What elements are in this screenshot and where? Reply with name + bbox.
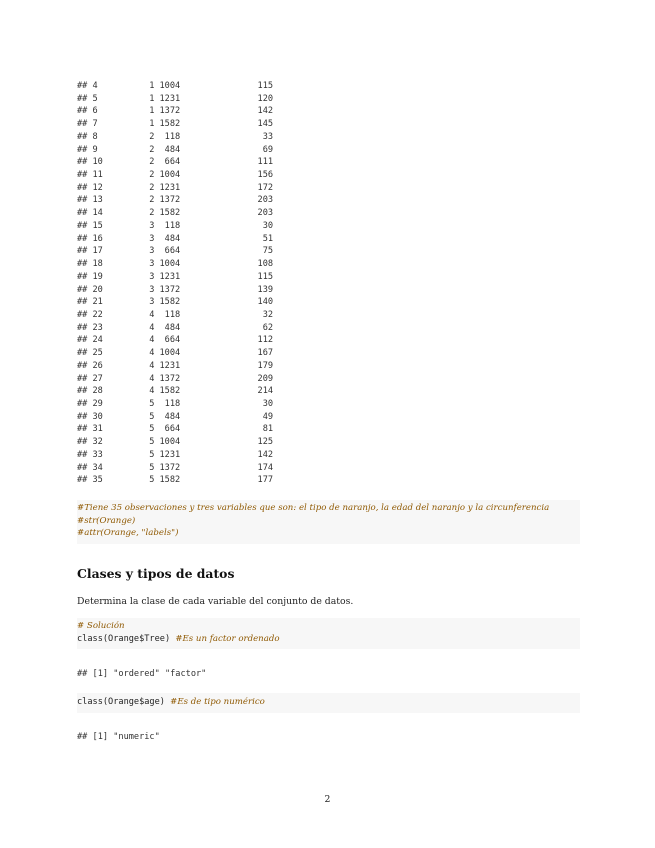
tree-value: 3 <box>149 259 155 270</box>
tree-value: 1 <box>149 81 155 91</box>
r-output-table <box>77 80 273 487</box>
row-index: 18 <box>92 259 103 270</box>
tree-value: 2 <box>149 131 155 142</box>
circumference-value: 112 <box>257 335 274 346</box>
row-index: 25 <box>92 348 103 359</box>
circumference-value: 81 <box>262 424 274 435</box>
row-index: 30 <box>92 411 103 422</box>
tree-value: 2 <box>149 208 155 219</box>
row-index: 17 <box>92 246 103 257</box>
row-prefix: ## <box>77 170 88 181</box>
code-text: class(Orange$age) <box>77 697 171 707</box>
circumference-value: 108 <box>257 259 274 270</box>
tree-value: 4 <box>149 386 155 397</box>
tree-value: 5 <box>149 411 155 422</box>
row-index: 21 <box>92 297 103 308</box>
row-prefix: ## <box>77 322 88 333</box>
age-value: 1582 <box>159 297 181 308</box>
table-row <box>77 93 273 106</box>
row-prefix: ## <box>77 297 88 308</box>
table-row <box>77 233 273 246</box>
tree-value: 3 <box>149 220 155 231</box>
table-row <box>77 144 273 157</box>
tree-value: 5 <box>149 437 155 448</box>
table-row <box>77 462 273 475</box>
age-value: 1372 <box>159 462 181 473</box>
table-row <box>77 309 273 322</box>
code-line <box>77 696 580 709</box>
row-prefix: ## <box>77 233 88 244</box>
table-row <box>77 360 273 373</box>
tree-value: 5 <box>149 462 155 473</box>
table-row <box>77 322 273 335</box>
age-value: 1582 <box>159 386 181 397</box>
output-tree-class: ## [1] "ordered" "factor" <box>77 669 207 679</box>
tree-value: 2 <box>149 170 155 181</box>
comment-line: #attr(Orange, "labels") <box>77 528 179 538</box>
age-value: 1372 <box>159 373 181 384</box>
table-row <box>77 284 273 297</box>
row-index: 24 <box>92 335 103 346</box>
age-value: 1372 <box>159 195 181 206</box>
row-prefix: ## <box>77 360 88 371</box>
row-prefix: ## <box>77 195 88 206</box>
row-index: 33 <box>92 449 103 460</box>
age-value: 1004 <box>159 437 181 448</box>
table-row <box>77 245 273 258</box>
circumference-value: 203 <box>257 208 274 219</box>
table-row <box>77 347 273 360</box>
circumference-value: 120 <box>257 93 274 104</box>
row-index: 14 <box>92 208 103 219</box>
row-prefix: ## <box>77 386 88 397</box>
row-prefix: ## <box>77 208 88 219</box>
row-index: 11 <box>92 170 103 181</box>
age-value: 1004 <box>159 81 181 91</box>
comment-line: #Tiene 35 observaciones y tres variables que son: el tipo de naranjo, la edad del naranjo y la circunferencia <box>77 503 550 513</box>
tree-value: 3 <box>149 271 155 282</box>
row-index: 12 <box>92 182 103 193</box>
row-index: 8 <box>92 131 98 142</box>
table-row <box>77 207 273 220</box>
tree-value: 1 <box>149 93 155 104</box>
row-index: 27 <box>92 373 103 384</box>
row-prefix: ## <box>77 119 88 130</box>
tree-value: 2 <box>149 195 155 206</box>
table-row <box>77 220 273 233</box>
table-row <box>77 118 273 131</box>
row-prefix: ## <box>77 220 88 231</box>
row-prefix: ## <box>77 271 88 282</box>
circumference-value: 139 <box>257 284 274 295</box>
code-comment: # Solución <box>77 621 125 631</box>
tree-value: 1 <box>149 119 155 130</box>
inline-comment: #Es de tipo numérico <box>170 697 265 707</box>
tree-value: 5 <box>149 424 155 435</box>
age-value: 1582 <box>159 208 181 219</box>
row-prefix: ## <box>77 144 88 155</box>
row-prefix: ## <box>77 284 88 295</box>
age-value: 1372 <box>159 106 181 117</box>
tree-value: 1 <box>149 106 155 117</box>
row-index: 5 <box>92 93 98 104</box>
circumference-value: 179 <box>257 360 274 371</box>
table-row <box>77 423 273 436</box>
comment-line: #str(Orange) <box>77 515 136 526</box>
circumference-value: 167 <box>257 348 274 359</box>
tree-value: 4 <box>149 360 155 371</box>
row-index: 34 <box>92 462 103 473</box>
table-row <box>77 373 273 386</box>
row-prefix: ## <box>77 131 88 142</box>
output-age-class: ## [1] "numeric" <box>77 732 160 742</box>
row-index: 9 <box>92 144 98 155</box>
age-value: 484 <box>164 411 181 422</box>
table-row <box>77 105 273 118</box>
circumference-value: 145 <box>257 119 274 130</box>
row-prefix: ## <box>77 106 88 117</box>
table-row <box>77 258 273 271</box>
circumference-value: 115 <box>257 81 274 91</box>
row-prefix: ## <box>77 424 88 435</box>
age-value: 484 <box>164 233 181 244</box>
row-prefix: ## <box>77 475 88 486</box>
circumference-value: 140 <box>257 297 274 308</box>
row-index: 19 <box>92 271 103 282</box>
circumference-value: 214 <box>257 386 274 397</box>
row-prefix: ## <box>77 246 88 257</box>
age-value: 484 <box>164 322 181 333</box>
circumference-value: 203 <box>257 195 274 206</box>
row-index: 6 <box>92 106 98 117</box>
tree-value: 4 <box>149 335 155 346</box>
table-row <box>77 194 273 207</box>
circumference-value: 172 <box>257 182 274 193</box>
circumference-value: 51 <box>262 233 274 244</box>
circumference-value: 30 <box>262 220 274 231</box>
row-prefix: ## <box>77 93 88 104</box>
row-index: 22 <box>92 309 103 320</box>
inline-comment: #Es un factor ordenado <box>175 633 280 644</box>
age-value: 1231 <box>159 182 181 193</box>
page-number: 2 <box>324 794 331 805</box>
age-value: 118 <box>164 398 181 409</box>
circumference-value: 32 <box>262 309 274 320</box>
row-index: 35 <box>92 475 103 486</box>
row-index: 16 <box>92 233 103 244</box>
age-value: 1004 <box>159 348 181 359</box>
table-row <box>77 411 273 424</box>
table-row <box>77 385 273 398</box>
tree-value: 2 <box>149 157 155 168</box>
age-value: 1372 <box>159 284 181 295</box>
row-prefix: ## <box>77 373 88 384</box>
row-index: 32 <box>92 437 103 448</box>
row-index: 23 <box>92 322 103 333</box>
age-value: 1231 <box>159 360 181 371</box>
table-row <box>77 474 273 487</box>
row-prefix: ## <box>77 259 88 270</box>
tree-value: 3 <box>149 233 155 244</box>
row-prefix: ## <box>77 462 88 473</box>
table-row <box>77 156 273 169</box>
circumference-value: 125 <box>257 437 274 448</box>
row-prefix: ## <box>77 398 88 409</box>
row-index: 4 <box>92 81 98 91</box>
table-row <box>77 436 273 449</box>
age-value: 664 <box>164 157 181 168</box>
circumference-value: 111 <box>257 157 274 168</box>
circumference-value: 115 <box>257 271 274 282</box>
age-value: 664 <box>164 246 181 257</box>
table-row <box>77 296 273 309</box>
code-block-age-class <box>77 693 580 713</box>
tree-value: 4 <box>149 322 155 333</box>
tree-value: 5 <box>149 449 155 460</box>
circumference-value: 174 <box>257 462 274 473</box>
row-index: 28 <box>92 386 103 397</box>
age-value: 1231 <box>159 93 181 104</box>
circumference-value: 49 <box>262 411 274 422</box>
row-index: 15 <box>92 220 103 231</box>
row-index: 13 <box>92 195 103 206</box>
circumference-value: 62 <box>262 322 274 333</box>
circumference-value: 142 <box>257 449 274 460</box>
table-row <box>77 398 273 411</box>
circumference-value: 156 <box>257 170 274 181</box>
table-row <box>77 271 273 284</box>
tree-value: 5 <box>149 475 155 486</box>
row-prefix: ## <box>77 348 88 359</box>
age-value: 664 <box>164 335 181 346</box>
circumference-value: 30 <box>262 398 274 409</box>
row-index: 26 <box>92 360 103 371</box>
table-row <box>77 169 273 182</box>
circumference-value: 177 <box>257 475 274 486</box>
section-heading: Clases y tipos de datos <box>77 566 235 581</box>
age-value: 484 <box>164 144 181 155</box>
row-prefix: ## <box>77 309 88 320</box>
age-value: 664 <box>164 424 181 435</box>
code-text: class(Orange$Tree) <box>77 633 176 644</box>
row-prefix: ## <box>77 411 88 422</box>
age-value: 1231 <box>159 449 181 460</box>
table-row <box>77 449 273 462</box>
tree-value: 3 <box>149 284 155 295</box>
age-value: 1004 <box>159 259 181 270</box>
tree-value: 2 <box>149 182 155 193</box>
tree-value: 3 <box>149 297 155 308</box>
age-value: 118 <box>164 131 181 142</box>
age-value: 1582 <box>159 475 181 486</box>
circumference-value: 33 <box>262 131 274 142</box>
table-row <box>77 131 273 144</box>
tree-value: 4 <box>149 348 155 359</box>
row-prefix: ## <box>77 449 88 460</box>
table-row <box>77 182 273 195</box>
circumference-value: 142 <box>257 106 274 117</box>
row-prefix: ## <box>77 157 88 168</box>
age-value: 1582 <box>159 119 181 130</box>
code-line <box>77 633 580 646</box>
age-value: 1231 <box>159 271 181 282</box>
row-prefix: ## <box>77 335 88 346</box>
row-prefix: ## <box>77 437 88 448</box>
tree-value: 4 <box>149 309 155 320</box>
table-row <box>77 334 273 347</box>
circumference-value: 75 <box>262 246 274 257</box>
code-block-tree-class <box>77 618 580 649</box>
row-index: 20 <box>92 284 103 295</box>
row-prefix: ## <box>77 182 88 193</box>
tree-value: 2 <box>149 144 155 155</box>
row-index: 7 <box>92 119 98 130</box>
age-value: 118 <box>164 220 181 231</box>
table-row <box>77 80 273 93</box>
circumference-value: 69 <box>262 144 274 155</box>
row-index: 10 <box>92 157 103 168</box>
age-value: 118 <box>164 309 181 320</box>
comment-code-block <box>77 500 580 544</box>
tree-value: 5 <box>149 398 155 409</box>
age-value: 1004 <box>159 170 181 181</box>
row-index: 29 <box>92 398 103 409</box>
section-description: Determina la clase de cada variable del conjunto de datos. <box>77 596 354 607</box>
tree-value: 4 <box>149 373 155 384</box>
circumference-value: 209 <box>257 373 274 384</box>
row-index: 31 <box>92 424 103 435</box>
tree-value: 3 <box>149 246 155 257</box>
row-prefix: ## <box>77 81 88 91</box>
